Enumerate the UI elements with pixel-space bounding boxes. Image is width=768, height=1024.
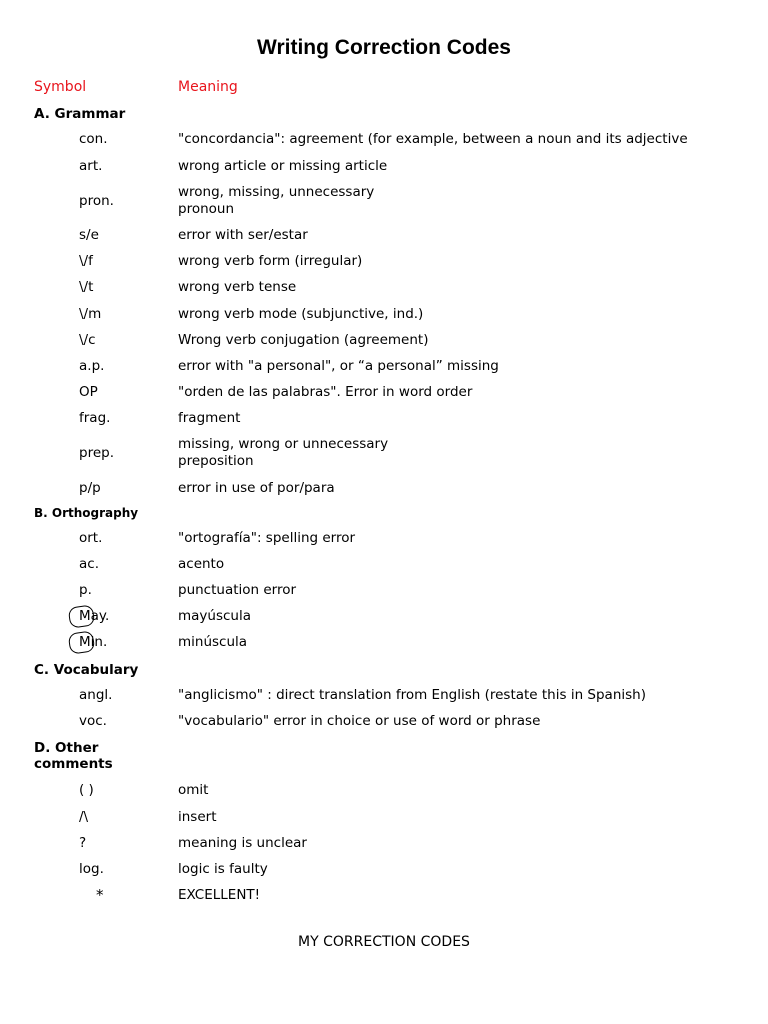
code-meaning-line2: pronoun [178,201,235,217]
code-symbol: \/c [79,332,96,348]
code-meaning: EXCELLENT! [178,887,261,903]
code-meaning: minúscula [178,634,248,650]
code-symbol: log. [79,861,104,877]
code-symbol: ac. [79,556,99,572]
code-meaning [178,184,758,218]
code-meaning: punctuation error [178,582,297,598]
code-meaning: wrong verb mode (subjunctive, ind.) [178,306,424,322]
code-symbol: art. [79,158,103,174]
code-symbol: prep. [79,445,114,461]
code-symbol: voc. [79,713,107,729]
code-symbol: angl. [79,687,113,703]
code-meaning-line2: preposition [178,453,254,469]
code-symbol: ( ) [79,782,94,798]
code-symbol: ? [79,835,87,851]
code-meaning: wrong verb form (irregular) [178,253,363,269]
code-meaning: error in use of por/para [178,480,335,496]
code-symbol: \/m [79,306,102,322]
code-symbol: a.p. [79,358,105,374]
code-meaning: fragment [178,410,241,426]
code-meaning: "anglicismo" : direct translation from English (restate this in Spanish) [178,687,646,703]
code-symbol: * [96,886,104,904]
code-meaning: logic is faulty [178,861,268,877]
code-meaning: "orden de las palabras". Error in word order [178,384,473,400]
code-meaning: "ortografía": spelling error [178,530,356,546]
code-symbol: p. [79,582,92,598]
code-meaning-line1: wrong, missing, unnecessary [178,184,375,200]
code-meaning [178,436,758,470]
code-symbol: /\ [79,809,89,825]
section-heading-orthography: B. Orthography [34,506,139,520]
code-symbol: frag. [79,410,111,426]
code-symbol: p/p [79,480,101,496]
code-meaning: mayúscula [178,608,252,624]
code-meaning: acento [178,556,225,572]
code-symbol: s/e [79,227,99,243]
code-meaning: "concordancia": agreement (for example, between a noun and its adjective [178,131,688,147]
code-meaning: "vocabulario" error in choice or use of word or phrase [178,713,541,729]
code-meaning: Wrong verb conjugation (agreement) [178,332,429,348]
page-title: Writing Correction Codes [257,36,511,59]
code-meaning: omit [178,782,209,798]
code-meaning: insert [178,809,217,825]
code-meaning: wrong verb tense [178,279,297,295]
section-heading-other [34,740,113,772]
code-meaning: error with ser/estar [178,227,308,243]
section-heading-grammar: A. Grammar [34,106,126,122]
code-meaning: meaning is unclear [178,835,307,851]
code-symbol: May. [79,608,110,624]
code-meaning: wrong article or missing article [178,158,388,174]
code-meaning: error with "a personal", or “a personal” missing [178,358,499,374]
symbol-column-header: Symbol [34,79,87,95]
meaning-column-header: Meaning [178,79,238,95]
code-symbol: \/t [79,279,94,295]
code-symbol: pron. [79,193,114,209]
section-heading-other-line1: D. Other [34,740,99,756]
code-symbol: con. [79,131,108,147]
code-meaning-line1: missing, wrong or unnecessary [178,436,389,452]
code-symbol: Min. [79,634,108,650]
code-symbol: OP [79,384,98,400]
code-symbol: ort. [79,530,103,546]
section-heading-vocabulary: C. Vocabulary [34,662,139,678]
code-symbol: \/f [79,253,93,269]
section-heading-other-line2: comments [34,756,113,772]
footer-heading: MY CORRECTION CODES [298,934,470,950]
